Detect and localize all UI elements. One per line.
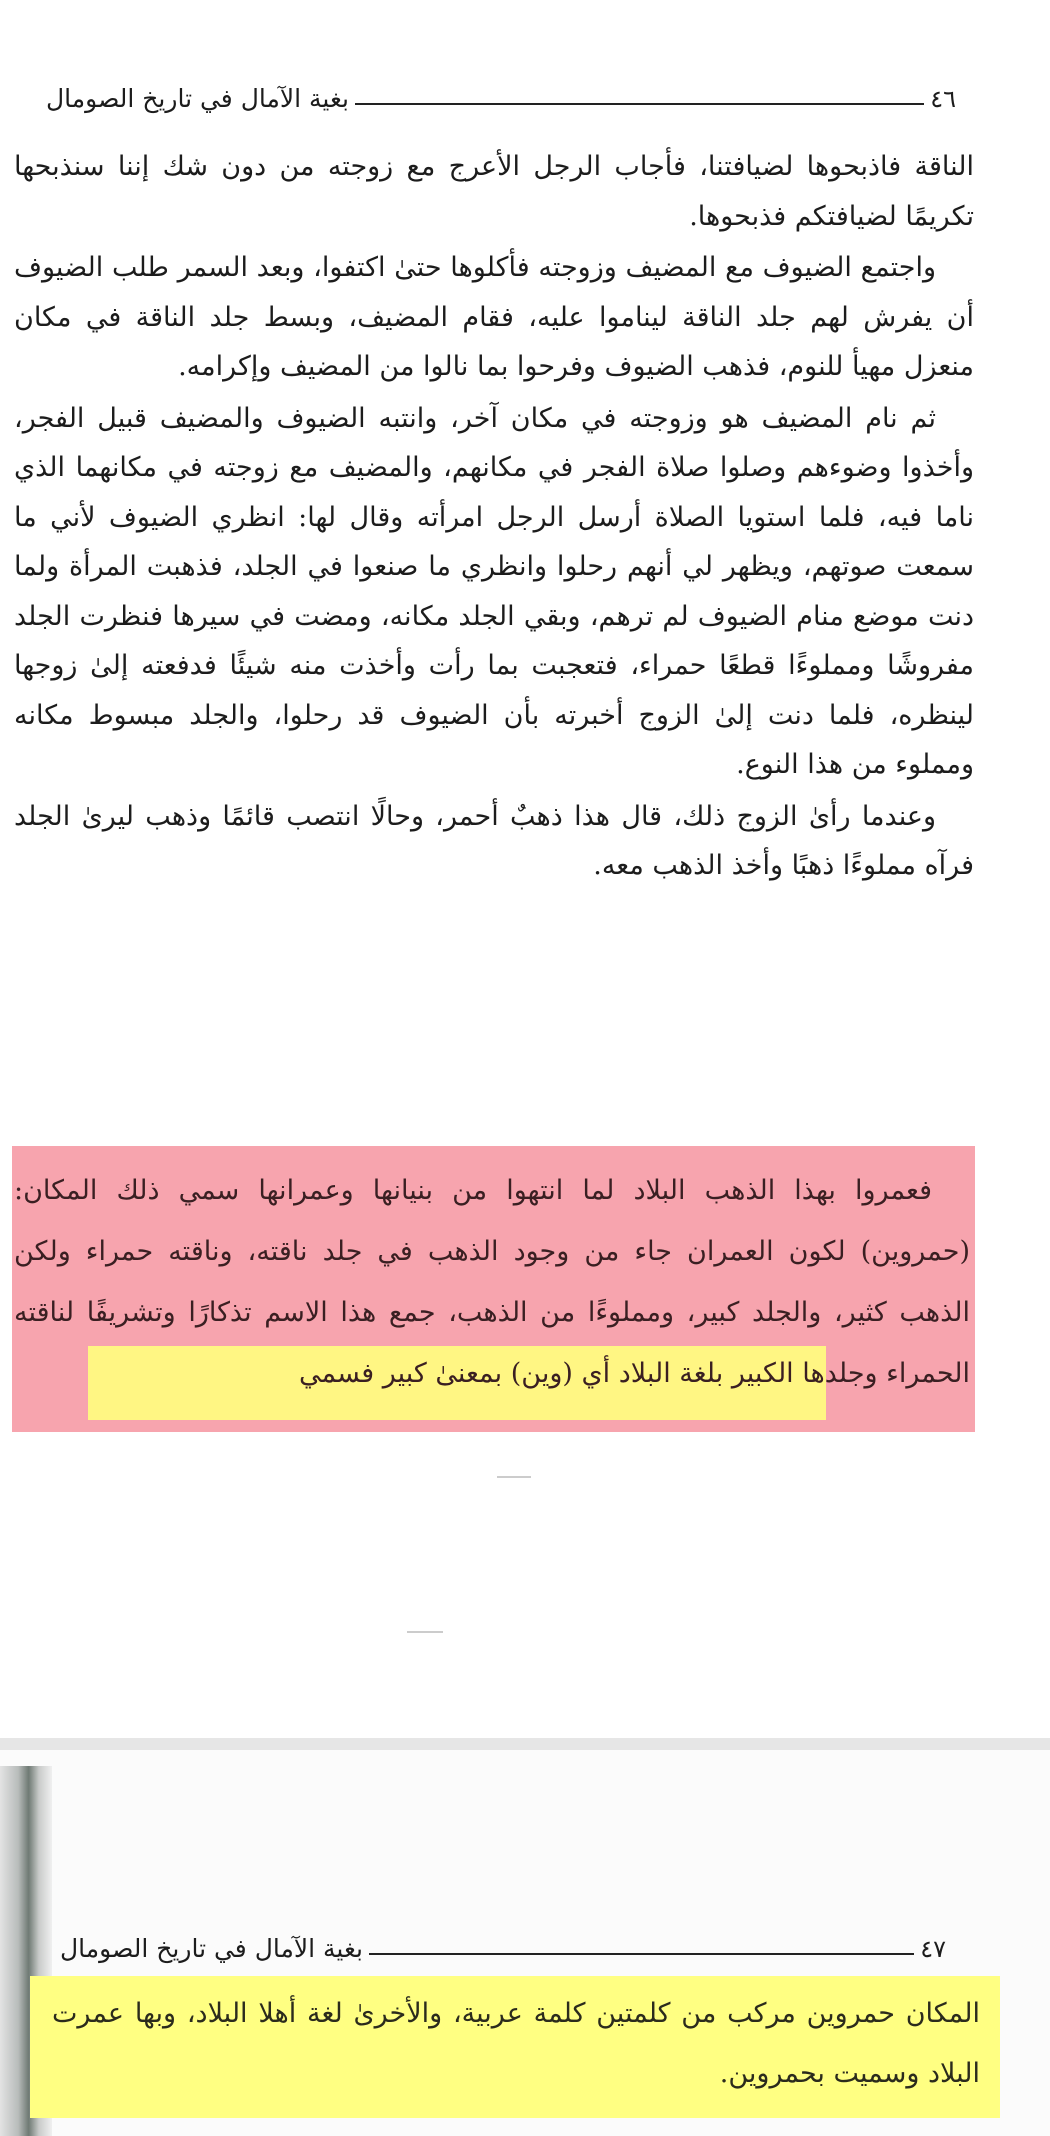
paragraph: واجتمع الضيوف مع المضيف وزوجته فأكلوها حتىٰ اكتفوا، وبعد السمر طلب الضيوف أن يفرش لهم جلد الناقة ليناموا عليه، فقام المضيف، وبسط جلد الناقة في مكان منعزل مهيأ للنوم، فذهب الضيوف وفرحوا بما نالوا من المضيف وإكرامه. xyxy=(14,252,974,382)
header-page-number: ٤٧ xyxy=(920,1935,946,1963)
paragraph: فعمروا بهذا الذهب البلاد لما انتهوا من بنيانها وعمرانها سمي ذلك المكان: (حمروين) لكون العمران جاء من وجود الذهب في جلد ناقته، وناقته حمراء ولكن الذهب كثير، والجلد كبير، ومملوءًا من الذهب، جمع هذا الاسم تذكارًا وتشريفًا لناقته الحمراء وجلدها الكبير بلغة البلاد أي (وين) بمعنىٰ كبير فسمي xyxy=(14,1175,970,1389)
paragraph: الناقة فاذبحوها لضيافتنا، فأجاب الرجل الأعرج مع زوجته من دون شك إننا سنذبحها تكريمًا لضيافتكم فذبحوها. xyxy=(14,151,974,232)
page-47-body xyxy=(52,1984,980,2104)
page-separator xyxy=(0,1738,1050,1750)
paragraph: المكان حمروين مركب من كلمتين كلمة عربية، والأخرىٰ لغة أهلا البلاد، وبها عمرت البلاد وسميت بحمروين. xyxy=(52,1998,980,2089)
scan-mark xyxy=(497,1476,531,1478)
paragraph: ثم نام المضيف هو وزوجته في مكان آخر، وانتبه الضيوف والمضيف قبيل الفجر، وأخذوا وضوءهم وصلوا صلاة الفجر في مكانهم، والمضيف مع زوجته في مكانهما الذي ناما فيه، فلما استويا الصلاة أرسل الرجل امرأته وقال لها: انظري الضيوف لأني ما سمعت صوتهم، ويظهر لي أنهم رحلوا وانظري ما صنعوا في الجلد، فذهبت المرأة ولما دنت موضع منام الضيوف لم ترهم، وبقي الجلد مكانه، ومضت في سيرها فنظرت الجلد مفروشًا ومملوءًا قطعًا حمراء، فتعجبت بما رأت وأخذت منه شيئًا فدفعته إلىٰ زوجها لينظره، فلما دنت إلىٰ الزوج أخبرته بأن الضيوف قد رحلوا، والجلد مبسوط مكانه ومملوء من هذا النوع. xyxy=(14,402,975,780)
header-rule xyxy=(369,1953,914,1955)
header-page-number: ٤٦ xyxy=(930,85,956,113)
highlighted-paragraph xyxy=(14,1160,970,1404)
scan-mark xyxy=(407,1631,443,1633)
running-header-47 xyxy=(60,1934,946,1963)
header-book-title: بغية الآمال في تاريخ الصومال xyxy=(60,1934,363,1963)
header-book-title: بغية الآمال في تاريخ الصومال xyxy=(46,84,349,113)
paragraph: وعندما رأىٰ الزوج ذلك، قال هذا ذهبٌ أحمر، وحالًا انتصب قائمًا وذهب ليرىٰ الجلد فرآه مملوءًا ذهبًا وأخذ الذهب معه. xyxy=(14,800,974,881)
header-rule xyxy=(355,103,924,105)
page-46-body xyxy=(14,142,974,891)
running-header-46 xyxy=(46,84,956,113)
